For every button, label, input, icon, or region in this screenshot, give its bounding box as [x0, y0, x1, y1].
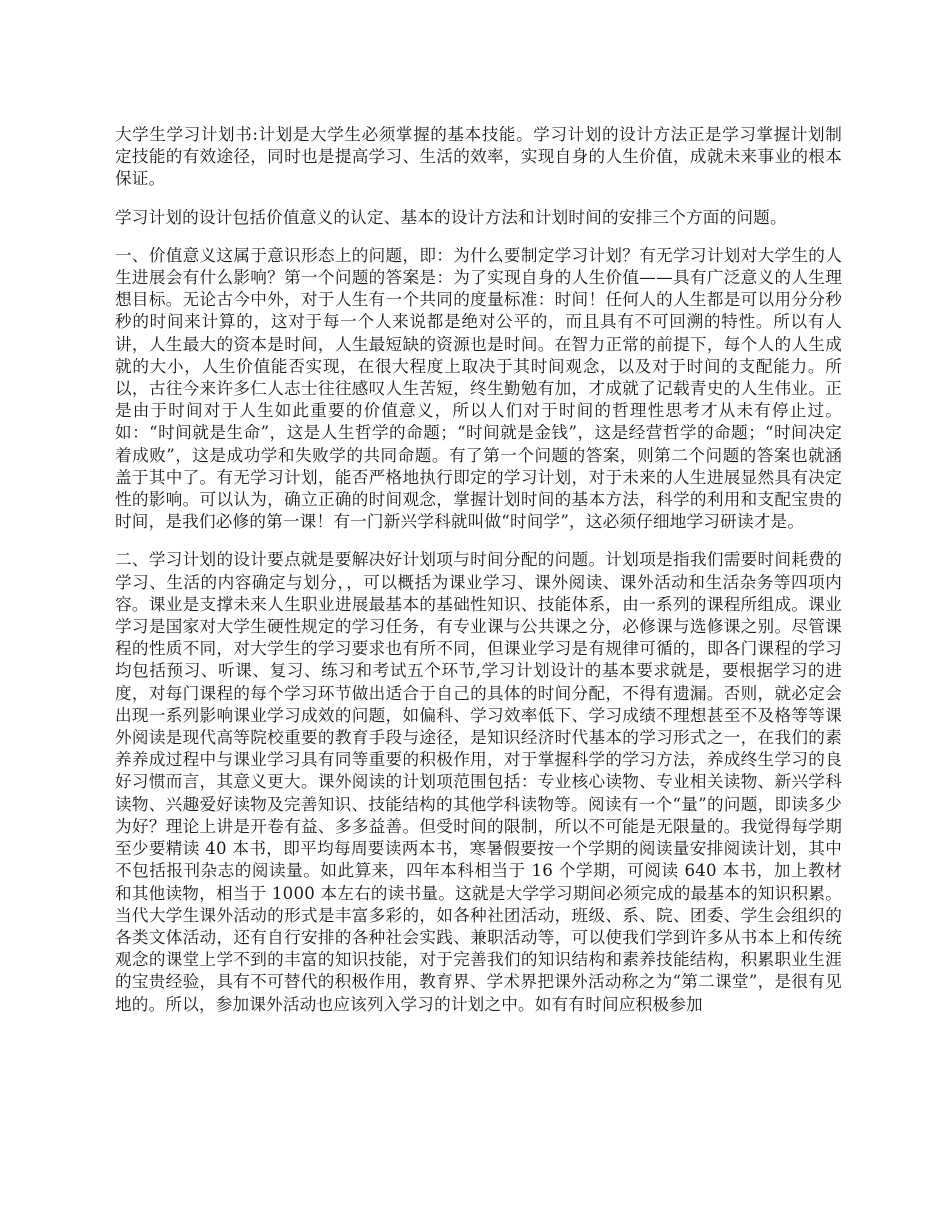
intro-paragraph: 大学生学习计划书:计划是大学生必须掌握的基本技能。学习计划的设计方法正是学习掌握计划制定技能的有效途径，同时也是提高学习、生活的效率，实现自身的人生价值，成就未来事业的根本保证。 — [115, 125, 842, 189]
section-one-paragraph: 一、价值意义这属于意识形态上的问题，即：为什么要制定学习计划？有无学习计划对大学生的人生进展会有什么影响？第一个问题的答案是：为了实现自身的人生价值——具有广泛意义的人生理想目标。无论古今中外，对于人生有一个共同的度量标准：时间！任何人的人生都是可以用分分秒秒的时间来计算的，这对于每一个人来说都是绝对公平的，而且具有不可回溯的特性。所以有人讲，人生最大的资本是时间，人生最短缺的资源也是时间。在智力正常的前提下，每个人的人生成就的大小，人生价值能否实现，在很大程度上取决于其时间观念，以及对于时间的支配能力。所以，古往今来许多仁人志士往往感叹人生苦短，终生勤勉有加，才成就了记载青史的人生伟业。正是由于时间对于人生如此重要的价值意义，所以人们对于时间的哲理性思考才从未有停止过。如：“时间就是生命”，这是人生哲学的命题；“时间就是金钱”，这是经营哲学的命题；“时间决定着成败”，这是成功学和失败学的共同命题。有了第一个问题的答案，则第二个问题的答案也就涵盖于其中了。有无学习计划，能否严格地执行即定的学习计划，对于未来的人生进展显然具有决定性的影响。可以认为，确立正确的时间观念，掌握计划时间的基本方法，科学的利用和支配宝贵的时间，是我们必修的第一课！有一门新兴学科就叫做“时间学”，这必须仔细地学习研读才是。 — [115, 245, 842, 532]
section-two-paragraph: 二、学习计划的设计要点就是要解决好计划项与时间分配的问题。计划项是指我们需要时间耗费的学习、生活的内容确定与划分，，可以概括为课业学习、课外阅读、课外活动和生活杂务等四项内容。课业是支撑未来人生职业进展最基本的基础性知识、技能体系，由一系列的课程所组成。课业学习是国家对大学生硬性规定的学习任务，有专业课与公共课之分，必修课与选修课之别。尽管课程的性质不同，对大学生的学习要求也有所不同，但课业学习是有规律可循的，即各门课程的学习均包括预习、听课、复习、练习和考试五个环节,学习计划设计的基本要求就是，要根据学习的进度，对每门课程的每个学习环节做出适合于自己的具体的时间分配，不得有遗漏。否则，就必定会出现一系列影响课业学习成效的问题，如偏科、学习效率低下、学习成绩不理想甚至不及格等等课外阅读是现代高等院校重要的教育手段与途径，是知识经济时代基本的学习形式之一，在我们的素养养成过程中与课业学习具有同等重要的积极作用，对于掌握科学的学习方法，养成终生学习的良好习惯而言，其意义更大。课外阅读的计划项范围包括：专业核心读物、专业相关读物、新兴学科读物、兴趣爱好读物及完善知识、技能结构的其他学科读物等。阅读有一个“量”的问题，即读多少为好？理论上讲是开卷有益、多多益善。但受时间的限制，所以不可能是无限量的。我觉得每学期至少要精读 40 本书，即平均每周要读两本书，寒暑假要按一个学期的阅读量安排阅读计划，其中不包括报刊杂志的阅读量。如此算来，四年本科相当于 16 个学期，可阅读 640 本书，加上教材和其他读物，相当于 1000 本左右的读书量。这就是大学学习期间必须完成的最基本的知识积累。 当代大学生课外活动的形式是丰富多彩的，如各种社团活动，班级、系、院、团委、学生会组织的各类文体活动，还有自行安排的各种社会实践、兼职活动等，可以使我们学到许多从书本上和传统观念的课堂上学不到的丰富的知识技能，对于完善我们的知识结构和素养技能结构，积累职业生涯的宝贵经验，具有不可替代的积极作用，教育界、学术界把课外活动称之为“第二课堂”，是很有见地的。所以，参加课外活动也应该列入学习的计划之中。如有有时间应积极参加 — [115, 550, 842, 1014]
overview-paragraph: 学习计划的设计包括价值意义的认定、基本的设计方法和计划时间的安排三个方面的问题。 — [115, 207, 787, 227]
document-body — [115, 124, 842, 1032]
